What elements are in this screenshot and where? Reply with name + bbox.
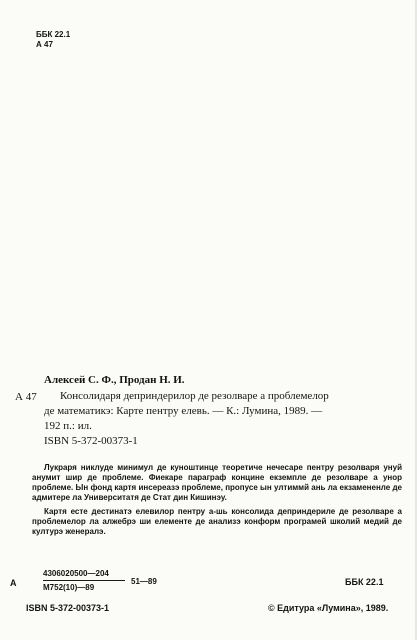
annotation: [32, 463, 402, 537]
classification-block: [36, 30, 70, 50]
copyright-notice: © Едитура «Лумина», 1989.: [268, 603, 389, 613]
code-denominator: М752(10)—89: [43, 583, 95, 592]
annotation-paragraph: Лукраря никлуде минимул де куноштинце теоретиче нечесаре пентру резолваря унуй анумит шир де проблеме. Фиекаре параграф концине екземпле де резолваре а унор проблеме. Ын фонд картя инсереазэ проблеме, пропусе ын ултиммй ань ла екзамененле де адмитере ла Университатя де Стат дин Кишинэу.: [32, 463, 402, 502]
description-line: ISBN 5-372-00373-1: [44, 435, 138, 447]
catalog-code: А 47: [15, 391, 37, 403]
annotation-paragraph: Картя есте дестинатэ елевилор пентру а-шь консолида деприндериле де резолваре а проблемелор ла алжебрэ ши елементе де анализэ конформ програмей школий медий де културэ женералэ.: [32, 507, 402, 536]
description-line: де математикэ: Карте пентру елевь. — К.: Лумина, 1989. —: [44, 405, 323, 417]
code-numerator: 4306020500—204: [43, 569, 109, 578]
authors-line: Алексей С. Ф., Продан Н. И.: [44, 374, 185, 386]
description-line: Консолидаря деприндерилор де резолваре а проблемелор: [60, 390, 329, 402]
catalog-letter: А: [10, 578, 17, 588]
bbk-code-top: ББК 22.1: [36, 30, 71, 39]
description-line: 192 п.: ил.: [44, 420, 92, 432]
bibliographic-description: [44, 389, 399, 449]
code-suffix: 51—89: [131, 577, 157, 586]
bbk-code-bottom: ББК 22.1: [345, 577, 384, 587]
isbn-bottom: ISBN 5-372-00373-1: [26, 603, 110, 613]
fraction-line: [43, 580, 125, 581]
catalog-code-top: А 47: [36, 40, 53, 49]
